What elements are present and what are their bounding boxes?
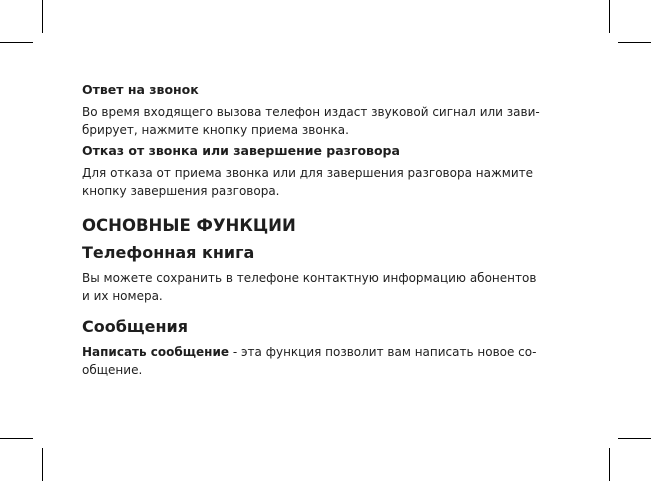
phonebook-heading: Телефонная книга <box>82 243 255 262</box>
write-message-desc: - эта функция позволит вам написать новое со- <box>229 345 537 359</box>
write-message-line-1 <box>82 343 552 361</box>
crop-mark-bottom-left-horizontal <box>0 438 33 439</box>
write-message-label: Написать сообщение <box>82 345 229 359</box>
reject-call-text <box>82 164 552 200</box>
main-functions-heading: ОСНОВНЫЕ ФУНКЦИИ <box>82 216 296 235</box>
phonebook-text <box>82 269 552 305</box>
crop-mark-bottom-right-horizontal <box>618 438 651 439</box>
write-message-line-2: общение. <box>82 363 143 377</box>
answer-call-line-1: Во время входящего вызова телефон издаст звуковой сигнал или зави- <box>82 105 540 119</box>
answer-call-text <box>82 103 552 139</box>
crop-mark-bottom-left-vertical <box>42 448 43 481</box>
phonebook-line-2: и их номера. <box>82 289 163 303</box>
crop-mark-top-left-horizontal <box>0 42 33 43</box>
phonebook-line-1: Вы можете сохранить в телефоне контактную информацию абонентов <box>82 271 537 285</box>
reject-call-heading: Отказ от звонка или завершение разговора <box>82 143 400 158</box>
page-content <box>82 82 552 383</box>
reject-call-line-2: кнопку завершения разговора. <box>82 184 280 198</box>
crop-mark-top-right-horizontal <box>618 42 651 43</box>
crop-mark-bottom-right-vertical <box>609 448 610 481</box>
write-message-text <box>82 343 552 379</box>
crop-mark-top-right-vertical <box>609 0 610 33</box>
crop-mark-top-left-vertical <box>42 0 43 33</box>
messages-heading: Сообщения <box>82 317 188 336</box>
answer-call-heading: Ответ на звонок <box>82 82 199 97</box>
answer-call-line-2: брирует, нажмите кнопку приема звонка. <box>82 123 349 137</box>
reject-call-line-1: Для отказа от приема звонка или для завершения разговора нажмите <box>82 166 533 180</box>
